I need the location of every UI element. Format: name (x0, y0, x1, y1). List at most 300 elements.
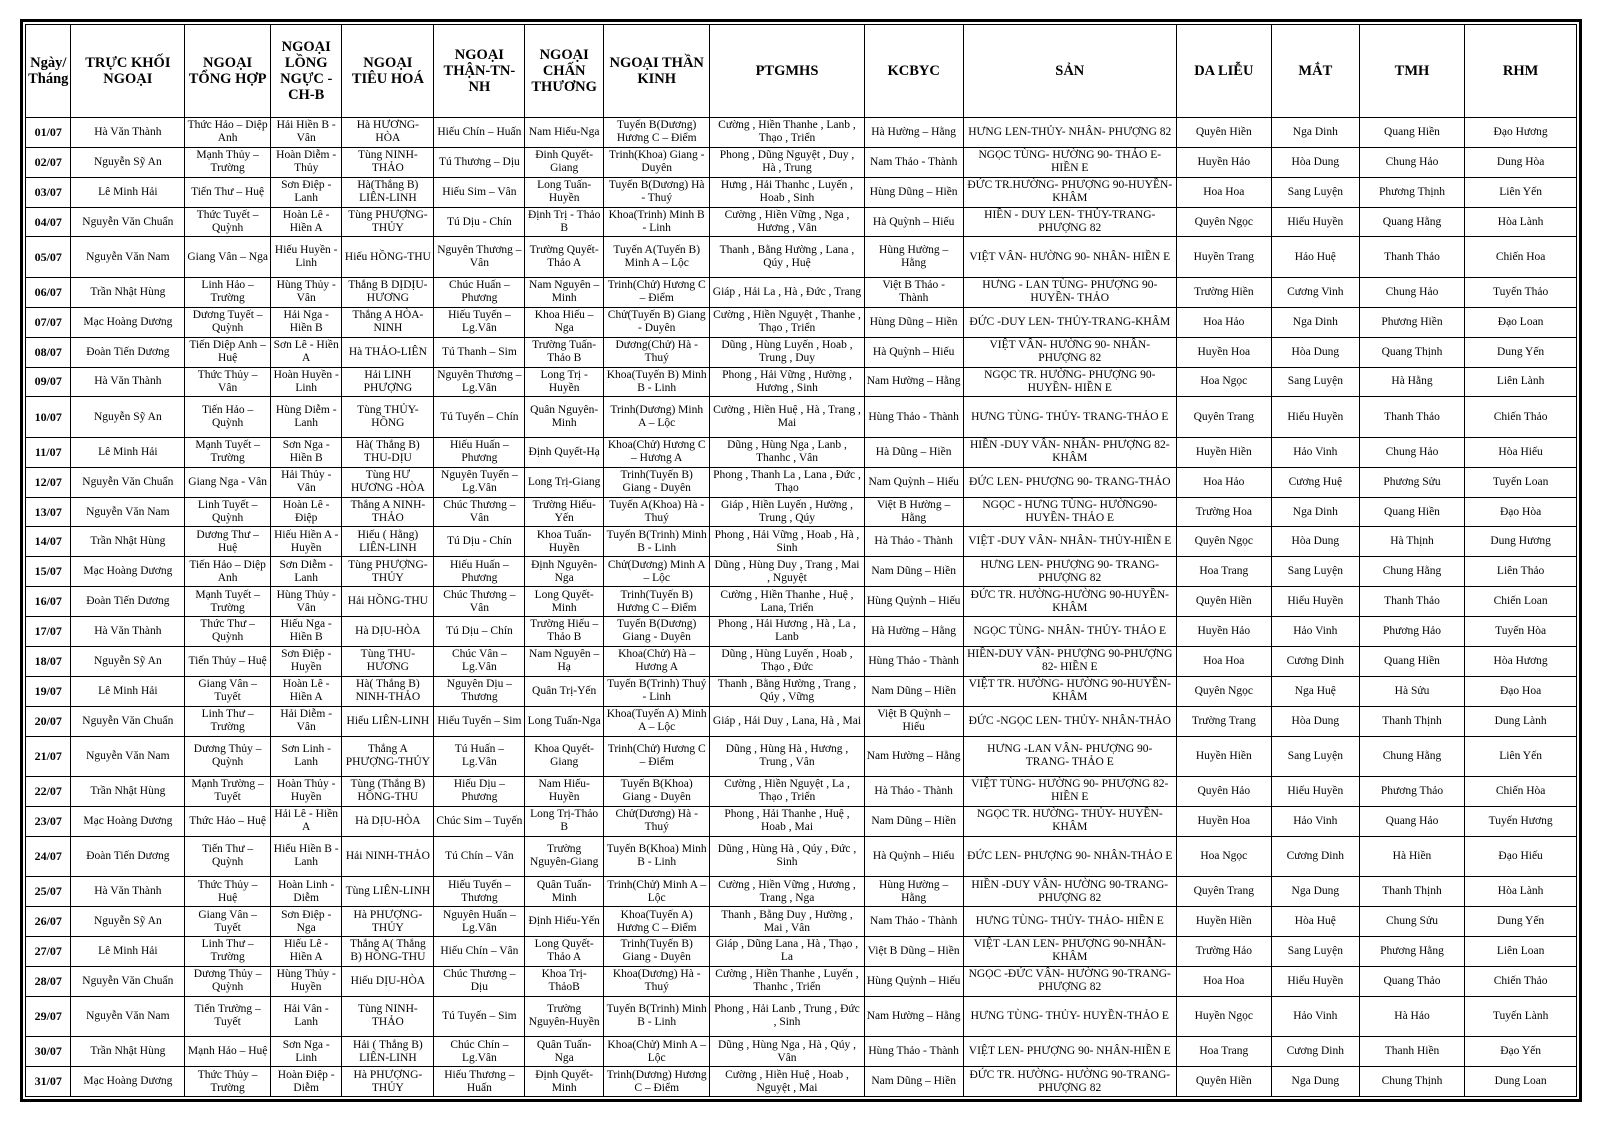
table-cell: Dung Loan (1465, 1067, 1577, 1097)
column-header: NGOẠI THẬN-TN-NH (434, 25, 525, 118)
table-cell: Thanh Thảo (1359, 587, 1464, 617)
table-cell: Hà(Thắng B) LIÊN-LINH (342, 177, 434, 207)
date-cell: 26/07 (26, 907, 71, 937)
table-cell: Nguyễn Văn Chuẩn (71, 706, 185, 736)
table-cell: Khoa(Tuyến A) Minh A – Lộc (603, 706, 710, 736)
table-cell: Hải Diễm - Vân (271, 706, 342, 736)
table-cell: Hà Hảo (1359, 996, 1464, 1037)
table-cell: Chúc Chín – Lg.Vân (434, 1037, 525, 1067)
table-cell: Nga Dung (1271, 877, 1359, 907)
table-cell: Hải Thủy - Vân (271, 467, 342, 497)
table-cell: Long Tuấn-Huyền (525, 177, 604, 207)
table-cell: Nguyễn Văn Chuẩn (71, 966, 185, 996)
table-cell: Dung Yến (1465, 337, 1577, 367)
table-cell: Tùng THỦY-HỒNG (342, 397, 434, 438)
table-cell: Hùng Hường – Hằng (864, 237, 963, 278)
table-cell: Tiến Trường – Tuyết (185, 996, 271, 1037)
table-cell: Định Hiếu-Yến (525, 907, 604, 937)
table-cell: Nguyễn Văn Nam (71, 237, 185, 278)
table-cell: Thắng A NINH-THẢO (342, 497, 434, 527)
table-cell: Quyên Ngọc (1176, 527, 1271, 557)
table-cell: Hảo Vinh (1271, 996, 1359, 1037)
table-row (26, 557, 1577, 587)
table-cell: Phương Thịnh (1359, 177, 1464, 207)
table-row (26, 367, 1577, 397)
table-cell: Phong , Hải Thanhe , Huệ , Hoab , Mai (710, 806, 864, 836)
table-cell: Tuyến Hòa (1465, 617, 1577, 647)
table-cell: Giang Nga - Vân (185, 467, 271, 497)
table-cell: Thanh , Bằng Duy , Hường , Mai , Vân (710, 907, 864, 937)
table-cell: Chiến Thảo (1465, 966, 1577, 996)
table-cell: Hoàn Thủy - Huyền (271, 777, 342, 807)
table-cell: Hiếu Sim – Vân (434, 177, 525, 207)
table-cell: Hiếu Tuyến – Lg.Vân (434, 307, 525, 337)
table-cell: Hùng Hường – Hằng (864, 877, 963, 907)
table-cell: Cương Vinh (1271, 277, 1359, 307)
table-cell: Lê Minh Hải (71, 177, 185, 207)
table-cell: Tùng (Thắng B) HỒNG-THU (342, 777, 434, 807)
table-cell: Tuyến Thảo (1465, 277, 1577, 307)
table-cell: Sang Luyện (1271, 367, 1359, 397)
date-cell: 14/07 (26, 527, 71, 557)
table-cell: Huyền Trang (1176, 237, 1271, 278)
date-cell: 09/07 (26, 367, 71, 397)
table-cell: Quyên Trang (1176, 877, 1271, 907)
table-cell: Quân Nguyên- Minh (525, 397, 604, 438)
table-cell: Hiếu Chín – Vân (434, 936, 525, 966)
table-cell: Hiếu Huyền (1271, 207, 1359, 237)
table-cell: Hiếu Nga - Hiền B (271, 617, 342, 647)
table-cell: Hoàn Diễm - Thủy (271, 147, 342, 177)
column-header: NGOẠI CHẤN THƯƠNG (525, 25, 604, 118)
date-cell: 04/07 (26, 207, 71, 237)
table-cell: Hiếu Huyền (1271, 587, 1359, 617)
table-cell: Nguyễn Sỹ An (71, 907, 185, 937)
table-cell: Hiếu Huyền (1271, 397, 1359, 438)
table-cell: Dung Yến (1465, 907, 1577, 937)
table-cell: Hà DỊU-HÒA (342, 617, 434, 647)
table-cell: Hùng Quỳnh – Hiếu (864, 966, 963, 996)
table-cell: Hà Thịnh (1359, 527, 1464, 557)
table-cell: Hùng Thủy - Vân (271, 587, 342, 617)
table-cell: HIỀN -DUY VÂN- NHÂN- PHƯỢNG 82- KHÂM (963, 437, 1176, 467)
column-header: DA LIỄU (1176, 25, 1271, 118)
table-cell: Hà HƯƠNG-HÒA (342, 118, 434, 148)
table-cell: Lê Minh Hải (71, 676, 185, 706)
table-cell: Chung Hảo (1359, 277, 1464, 307)
table-row (26, 836, 1577, 877)
table-cell: Hiếu Thương – Huấn (434, 1067, 525, 1097)
table-cell: Hà Hường – Hằng (864, 617, 963, 647)
date-cell: 03/07 (26, 177, 71, 207)
table-cell: Thức Hảo – Diệp Anh (185, 118, 271, 148)
table-cell: Sơn Nga - Hiền B (271, 437, 342, 467)
table-cell: Phương Hằng (1359, 936, 1464, 966)
table-cell: ĐỨC -DUY LEN- THỦY-TRANG-KHÂM (963, 307, 1176, 337)
table-cell: Trinh(Chử) Hương C – Điểm (603, 736, 710, 777)
date-cell: 28/07 (26, 966, 71, 996)
table-row (26, 397, 1577, 438)
table-row (26, 777, 1577, 807)
table-cell: NGỌC TÙNG- HƯỜNG 90- THẢO E-HIỀN E (963, 147, 1176, 177)
table-cell: Linh Tuyết – Quỳnh (185, 497, 271, 527)
table-cell: Quân Tuấn-Nga (525, 1037, 604, 1067)
table-cell: Trường Hảo (1176, 936, 1271, 966)
table-cell: Chung Hằng (1359, 557, 1464, 587)
table-cell: Hiếu Huyền (1271, 966, 1359, 996)
table-cell: Hảo Vinh (1271, 437, 1359, 467)
date-cell: 10/07 (26, 397, 71, 438)
table-cell: VIỆT TR. HƯỜNG- HƯỜNG 90-HUYỀN- KHÂM (963, 676, 1176, 706)
table-cell: Giang Vân – Tuyết (185, 676, 271, 706)
table-cell: Giáp , Hải La , Hà , Đức , Trang (710, 277, 864, 307)
table-cell: Khoa(Dương) Hà - Thuý (603, 966, 710, 996)
table-cell: Tuyến B(Trinh) Thuý - Linh (603, 676, 710, 706)
table-row (26, 337, 1577, 367)
table-cell: Trường Nguyên-Huyền (525, 996, 604, 1037)
table-cell: Tiến Hảo – Quỳnh (185, 397, 271, 438)
column-header: NGOẠI TIÊU HOÁ (342, 25, 434, 118)
table-cell: Hòa Huệ (1271, 907, 1359, 937)
table-cell: Thắng A PHƯỢNG-THỦY (342, 736, 434, 777)
table-cell: Hùng Thủy - Vân (271, 277, 342, 307)
table-cell: Nam Hường – Hằng (864, 367, 963, 397)
table-cell: Long Quyết-Minh (525, 587, 604, 617)
table-cell: Hoa Trang (1176, 1037, 1271, 1067)
table-cell: Hà DỊU-HÒA (342, 806, 434, 836)
table-cell: Hải ( Thắng B) LIÊN-LINH (342, 1037, 434, 1067)
table-cell: Hoàn Lê - Điệp (271, 497, 342, 527)
table-row (26, 907, 1577, 937)
table-cell: Nguyễn Văn Nam (71, 736, 185, 777)
table-cell: Sơn Điệp - Lanh (271, 177, 342, 207)
table-cell: Tiến Thư – Quỳnh (185, 836, 271, 877)
table-cell: Dung Lành (1465, 706, 1577, 736)
table-cell: Thức Thủy – Huệ (185, 877, 271, 907)
table-cell: Hoàn Huyền - Linh (271, 367, 342, 397)
table-cell: Thanh , Bằng Hường , Trang , Qúy , Vững (710, 676, 864, 706)
table-cell: Hảo Vinh (1271, 617, 1359, 647)
table-cell: Hoa Hoa (1176, 966, 1271, 996)
table-cell: Hà Hằng (1359, 367, 1464, 397)
date-cell: 24/07 (26, 836, 71, 877)
table-cell: Chiến Loan (1465, 587, 1577, 617)
table-cell: Trần Nhật Hùng (71, 277, 185, 307)
date-cell: 31/07 (26, 1067, 71, 1097)
table-cell: Hảo Huệ (1271, 237, 1359, 278)
table-cell: Quang Hằng (1359, 207, 1464, 237)
table-cell: Tú Chín – Vân (434, 836, 525, 877)
table-cell: VIỆT VÂN- HƯỜNG 90- NHÂN- HIỀN E (963, 237, 1176, 278)
table-cell: Sang Luyện (1271, 936, 1359, 966)
table-cell: Hải HỒNG-THU (342, 587, 434, 617)
table-cell: Tùng PHƯỢNG-THỦY (342, 207, 434, 237)
table-cell: Nam Nguyên – Minh (525, 277, 604, 307)
table-row (26, 237, 1577, 278)
table-cell: Thức Tuyết – Quỳnh (185, 207, 271, 237)
table-cell: Sơn Điệp - Nga (271, 907, 342, 937)
schedule-frame (20, 19, 1582, 1102)
table-cell: Thanh , Bằng Hường , Lana , Qúy , Huệ (710, 237, 864, 278)
table-cell: Quyên Ngọc (1176, 207, 1271, 237)
date-cell: 22/07 (26, 777, 71, 807)
table-cell: Long Trị-Giang (525, 467, 604, 497)
table-cell: Chiến Thảo (1465, 397, 1577, 438)
table-cell: HIỀN - DUY LEN- THỦY-TRANG-PHƯỢNG 82 (963, 207, 1176, 237)
table-cell: Tú Tuyến – Chín (434, 397, 525, 438)
table-cell: Hiếu Lê - Hiền A (271, 936, 342, 966)
table-cell: Khoa(Chử) Hà – Hương A (603, 646, 710, 676)
table-cell: Nguyễn Văn Chuẩn (71, 467, 185, 497)
table-cell: Tuyến B(Khoa) Minh B - Linh (603, 836, 710, 877)
table-cell: Nam Nguyên – Hạ (525, 646, 604, 676)
table-cell: Quang Thảo (1359, 966, 1464, 996)
table-cell: Trinh(Tuyến B) Giang - Duyên (603, 936, 710, 966)
table-cell: Đinh Quyết-Giang (525, 147, 604, 177)
table-body (26, 118, 1577, 1097)
table-cell: HIỀN-DUY VÂN- PHƯỢNG 90-PHƯỢNG 82- HIỀN E (963, 646, 1176, 676)
table-cell: Hà Thảo - Thành (864, 527, 963, 557)
table-cell: Mạc Hoàng Dương (71, 806, 185, 836)
table-cell: Khoa(Trinh) Minh B - Linh (603, 207, 710, 237)
table-cell: Tùng PHƯỢNG-THỦY (342, 557, 434, 587)
table-cell: Giáp , Dũng Lana , Hà , Thạo , La (710, 936, 864, 966)
table-cell: Quang Thịnh (1359, 337, 1464, 367)
table-cell: HƯNG - LAN TÙNG- PHƯỢNG 90-HUYỀN- THẢO (963, 277, 1176, 307)
table-cell: Sang Luyện (1271, 736, 1359, 777)
table-row (26, 877, 1577, 907)
table-cell: Tiến Thủy – Huệ (185, 646, 271, 676)
table-cell: Chung Hảo (1359, 147, 1464, 177)
table-cell: Tuyến B(Dương) Hà - Thuý (603, 177, 710, 207)
table-cell: Việt B Hường – Hằng (864, 497, 963, 527)
table-cell: VIỆT -DUY VÂN- NHÂN- THỦY-HIỀN E (963, 527, 1176, 557)
table-cell: Quyên Hiền (1176, 118, 1271, 148)
table-cell: Tiến Thư – Huệ (185, 177, 271, 207)
table-cell: Quân Trị-Yến (525, 676, 604, 706)
table-cell: Mạnh Thủy – Trường (185, 147, 271, 177)
table-cell: Huyền Hiền (1176, 907, 1271, 937)
table-row (26, 467, 1577, 497)
table-cell: Đoàn Tiến Dương (71, 337, 185, 367)
table-cell: Hòa Lành (1465, 207, 1577, 237)
table-cell: Dương Thư – Huệ (185, 527, 271, 557)
table-cell: HƯNG -LAN VÂN- PHƯỢNG 90-TRANG- THẢO E (963, 736, 1176, 777)
column-header: NGOẠI THẦN KINH (603, 25, 710, 118)
table-cell: Hà Văn Thành (71, 617, 185, 647)
table-cell: Chúc Thương – Vân (434, 587, 525, 617)
table-cell: Định Nguyên-Nga (525, 557, 604, 587)
table-row (26, 1037, 1577, 1067)
table-cell: Hà PHƯỢNG-THỦY (342, 907, 434, 937)
table-cell: Đạo Hòa (1465, 497, 1577, 527)
date-cell: 21/07 (26, 736, 71, 777)
table-cell: Quang Hiền (1359, 646, 1464, 676)
column-header: NGOẠI TỔNG HỢP (185, 25, 271, 118)
column-header: SẢN (963, 25, 1176, 118)
table-cell: Khoa(Tuyến A) Hương C – Điểm (603, 907, 710, 937)
table-cell: Hoa Ngọc (1176, 367, 1271, 397)
table-row (26, 437, 1577, 467)
table-cell: Liên Lành (1465, 367, 1577, 397)
table-cell: Hiếu Huấn – Phương (434, 437, 525, 467)
table-cell: HƯNG TÙNG- THỦY- TRANG-THẢO E (963, 397, 1176, 438)
table-cell: Thức Thủy – Trường (185, 1067, 271, 1097)
table-cell: Nam Dũng – Hiền (864, 1067, 963, 1097)
date-cell: 01/07 (26, 118, 71, 148)
table-cell: Tùng LIÊN-LINH (342, 877, 434, 907)
table-cell: Chung Thịnh (1359, 1067, 1464, 1097)
table-cell: Tuyến B(Dương) Hương C – Điểm (603, 118, 710, 148)
table-cell: Phương Hiền (1359, 307, 1464, 337)
table-cell: Cường , Hiền Nguyệt , La , Thạo , Triển (710, 777, 864, 807)
column-header: RHM (1465, 25, 1577, 118)
table-cell: Nam Hường – Hằng (864, 996, 963, 1037)
table-cell: Định Quyết-Minh (525, 1067, 604, 1097)
table-cell: Mạnh Tuyết – Trường (185, 587, 271, 617)
table-cell: Khoa Tuấn-Huyền (525, 527, 604, 557)
table-cell: Thắng B DỊDỊU-HƯƠNG (342, 277, 434, 307)
table-cell: Hùng Thảo - Thành (864, 1037, 963, 1067)
date-cell: 16/07 (26, 587, 71, 617)
table-cell: Hà Quỳnh – Hiếu (864, 337, 963, 367)
table-cell: Hoàn Lê - Hiền A (271, 207, 342, 237)
table-cell: Huyền Hảo (1176, 617, 1271, 647)
table-cell: Tiến Diệp Anh – Huệ (185, 337, 271, 367)
table-cell: Trường Tuấn-Thảo B (525, 337, 604, 367)
table-cell: Dũng , Hùng Luyến , Hoab , Trung , Duy (710, 337, 864, 367)
table-cell: HƯNG TÙNG- THỦY- HUYỀN-THẢO E (963, 996, 1176, 1037)
table-cell: Sơn Nga - Linh (271, 1037, 342, 1067)
table-cell: Liên Yến (1465, 736, 1577, 777)
table-cell: Phương Sửu (1359, 467, 1464, 497)
table-cell: Thắng A HÒA-NINH (342, 307, 434, 337)
table-cell: Mạc Hoàng Dương (71, 307, 185, 337)
table-cell: Hà( Thắng B) THU-DỊU (342, 437, 434, 467)
table-cell: Trần Nhật Hùng (71, 777, 185, 807)
table-cell: Tùng THU-HƯƠNG (342, 646, 434, 676)
table-cell: Hoa Trang (1176, 557, 1271, 587)
table-cell: Nguyễn Văn Chuẩn (71, 207, 185, 237)
table-cell: Khoa(Tuyến B) Minh B - Linh (603, 367, 710, 397)
table-cell: Trinh(Tuyến B) Giang - Duyên (603, 467, 710, 497)
table-cell: Long Quyết-Thảo A (525, 936, 604, 966)
table-cell: Thanh Hiền (1359, 1037, 1464, 1067)
table-cell: Chiến Hoa (1465, 237, 1577, 278)
table-cell: Hải Lê - Hiền A (271, 806, 342, 836)
table-cell: Hòa Dung (1271, 706, 1359, 736)
table-cell: Thanh Thảo (1359, 237, 1464, 278)
table-cell: NGỌC TR. HƯỜNG- PHƯỢNG 90-HUYỀN- HIỀN E (963, 367, 1176, 397)
table-cell: Việt B Quỳnh – Hiếu (864, 706, 963, 736)
table-cell: HƯNG LEN-THỦY- NHÂN- PHƯỢNG 82 (963, 118, 1176, 148)
table-cell: Hoa Hảo (1176, 467, 1271, 497)
date-cell: 05/07 (26, 237, 71, 278)
table-cell: Sơn Điệp - Huyền (271, 646, 342, 676)
table-cell: Tú Thương – Dịu (434, 147, 525, 177)
table-cell: Mạc Hoàng Dương (71, 557, 185, 587)
table-cell: Phong , Hải Lanb , Trung , Đức , Sinh (710, 996, 864, 1037)
table-cell: Dung Hương (1465, 527, 1577, 557)
table-cell: Tuyến B(Trinh) Minh B - Linh (603, 996, 710, 1037)
table-cell: ĐỨC LEN- PHƯỢNG 90- NHÂN-THẢO E (963, 836, 1176, 877)
table-cell: Chúc Thương – Vân (434, 497, 525, 527)
table-cell: Quang Hảo (1359, 806, 1464, 836)
table-cell: Khoa Quyết-Giang (525, 736, 604, 777)
table-row (26, 147, 1577, 177)
table-cell: Huyền Hảo (1176, 147, 1271, 177)
table-cell: Phong , Hải Vững , Hường , Hương , Sinh (710, 367, 864, 397)
table-cell: Hà( Thắng B) NINH-THẢO (342, 676, 434, 706)
table-cell: Hòa Lành (1465, 877, 1577, 907)
table-cell: Hùng Quỳnh – Hiếu (864, 587, 963, 617)
table-cell: Chung Hằng (1359, 736, 1464, 777)
table-row (26, 996, 1577, 1037)
table-cell: Hòa Hương (1465, 646, 1577, 676)
table-cell: Hảo Vinh (1271, 806, 1359, 836)
table-cell: Nguyên Thương – Vân (434, 237, 525, 278)
table-cell: Tùng HƯ HƯƠNG -HÒA (342, 467, 434, 497)
table-row (26, 497, 1577, 527)
table-cell: Đạo Yến (1465, 1037, 1577, 1067)
duty-schedule-table (25, 24, 1577, 1097)
date-cell: 06/07 (26, 277, 71, 307)
table-cell: Nguyễn Sỹ An (71, 147, 185, 177)
table-cell: Nguyên Thương – Lg.Vân (434, 367, 525, 397)
table-cell: Hà Hường – Hằng (864, 118, 963, 148)
table-cell: Linh Thư – Trường (185, 706, 271, 736)
table-cell: Nam Hiếu-Huyền (525, 777, 604, 807)
table-cell: Hiếu Huấn – Phương (434, 557, 525, 587)
table-cell: Giáp , Hiền Luyến , Hường , Trung , Qúy (710, 497, 864, 527)
table-cell: Quyên Ngọc (1176, 676, 1271, 706)
table-cell: Phong , Hải Vững , Hoab , Hà , Sinh (710, 527, 864, 557)
table-cell: Cương Dinh (1271, 1037, 1359, 1067)
table-cell: Hiếu Tuyến – Thương (434, 877, 525, 907)
table-cell: Dương Thủy – Quỳnh (185, 966, 271, 996)
table-cell: Dũng , Hùng Nga , Lanb , Thanhc , Vân (710, 437, 864, 467)
table-row (26, 207, 1577, 237)
table-cell: Hoàn Lê - Hiền A (271, 676, 342, 706)
table-cell: Lê Minh Hải (71, 936, 185, 966)
table-cell: Hiếu HỒNG-THU (342, 237, 434, 278)
table-cell: Tuyến B(Dương) Giang - Duyên (603, 617, 710, 647)
table-cell: VIỆT LEN- PHƯỢNG 90- NHÂN-HIỀN E (963, 1037, 1176, 1067)
date-cell: 27/07 (26, 936, 71, 966)
table-cell: Đoàn Tiến Dương (71, 587, 185, 617)
table-cell: Sơn Diễm - Lanh (271, 557, 342, 587)
table-cell: Hà THẢO-LIÊN (342, 337, 434, 367)
table-cell: Trinh(Chử) Hương C – Điểm (603, 277, 710, 307)
table-cell: Cường , Hiền Huệ , Hà , Trang , Mai (710, 397, 864, 438)
table-cell: Hùng Thảo - Thành (864, 397, 963, 438)
table-row (26, 617, 1577, 647)
table-cell: Quyên Hảo (1176, 777, 1271, 807)
table-cell: Phương Thảo (1359, 777, 1464, 807)
table-cell: Hà Quỳnh – Hiếu (864, 836, 963, 877)
table-cell: Thức Hảo – Huệ (185, 806, 271, 836)
table-cell: Thức Thủy – Vân (185, 367, 271, 397)
table-cell: Nam Dũng – Hiền (864, 806, 963, 836)
table-cell: Đạo Hương (1465, 118, 1577, 148)
table-cell: Hiếu DỊU-HÒA (342, 966, 434, 996)
table-cell: Sang Luyện (1271, 557, 1359, 587)
table-cell: Tuyến Lành (1465, 996, 1577, 1037)
table-cell: Tùng NINH-THẢO (342, 147, 434, 177)
table-cell: HƯNG TÙNG- THỦY- THẢO- HIỀN E (963, 907, 1176, 937)
table-cell: Lê Minh Hải (71, 437, 185, 467)
table-cell: Định Quyết-Hạ (525, 437, 604, 467)
